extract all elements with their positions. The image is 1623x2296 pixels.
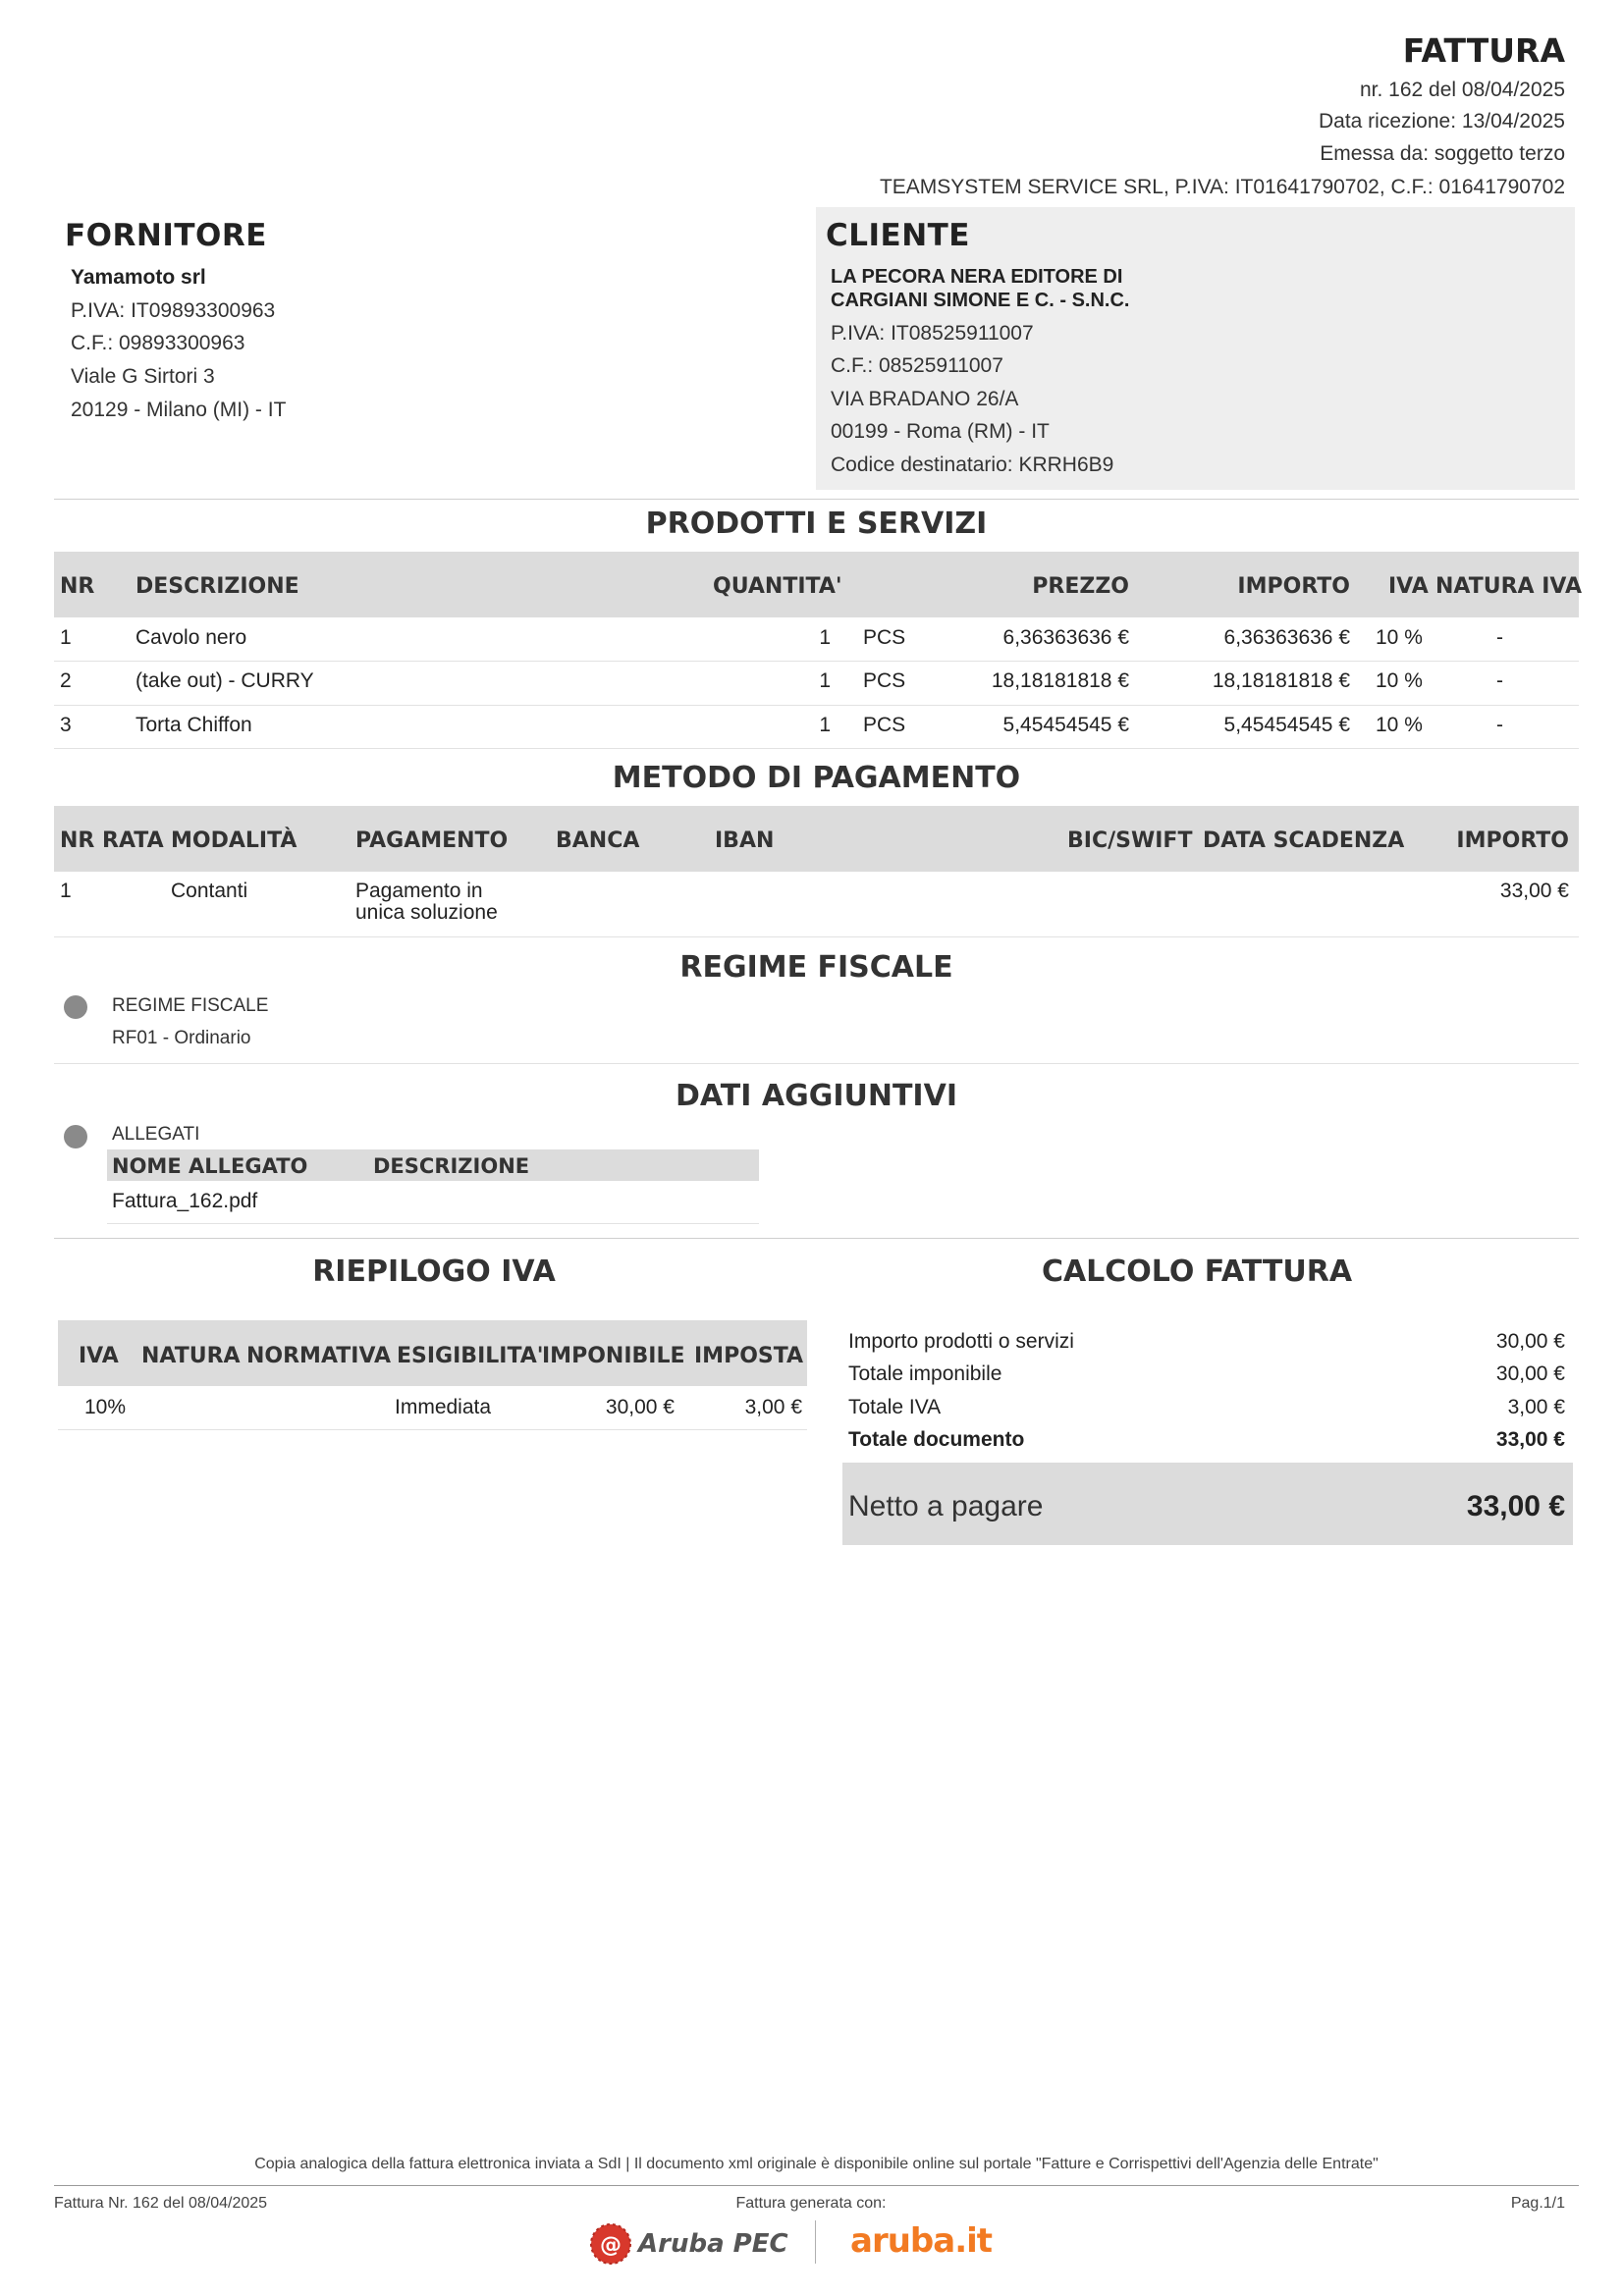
row-divider <box>54 1063 1579 1064</box>
riepilogo-iva-heading: RIEPILOGO IVA <box>312 1255 556 1289</box>
table-cell-prezzo: 5,45454545 € <box>1002 714 1129 736</box>
table-cell-imponibile: 30,00 € <box>605 1396 675 1418</box>
table-cell-quantita: 1 <box>819 714 831 736</box>
document-title: FATTURA <box>1402 31 1565 70</box>
calcolo-heading: CALCOLO FATTURA <box>1041 1255 1353 1289</box>
table-cell-iva: 10 % <box>1376 626 1423 649</box>
prodotti-heading: PRODOTTI E SERVIZI <box>645 507 988 541</box>
table-cell-natura: - <box>1496 626 1503 649</box>
footer-invoice-ref: Fattura Nr. 162 del 08/04/2025 <box>54 2195 268 2212</box>
logo-separator <box>815 2220 816 2264</box>
col-iban: IBAN <box>715 828 775 853</box>
dati-aggiuntivi-heading: DATI AGGIUNTIVI <box>676 1079 957 1113</box>
cliente-name-line2: CARGIANI SIMONE E C. - S.N.C. <box>831 290 1130 311</box>
row-divider <box>107 1223 759 1224</box>
cliente-city: 00199 - Roma (RM) - IT <box>831 420 1050 443</box>
table-cell-pagamento-line2: unica soluzione <box>355 901 498 924</box>
bullet-icon <box>64 995 87 1019</box>
table-cell-quantita: 1 <box>819 626 831 649</box>
col-natura: NATURA <box>141 1344 241 1368</box>
aruba-pec-logo <box>589 2220 788 2268</box>
invoice-number: nr. 162 del 08/04/2025 <box>1359 79 1565 101</box>
table-cell-modalita: Contanti <box>171 880 248 902</box>
netto-label: Netto a pagare <box>848 1490 1044 1522</box>
row-divider <box>54 936 1579 937</box>
table-cell-nr: 3 <box>60 714 72 736</box>
regime-heading: REGIME FISCALE <box>679 950 953 985</box>
col-natura-iva: NATURA IVA <box>1435 574 1582 599</box>
row-divider <box>54 748 1579 749</box>
col-prezzo: PREZZO <box>1032 574 1129 599</box>
table-cell-quantita: 1 <box>819 669 831 692</box>
regime-label: REGIME FISCALE <box>112 995 269 1016</box>
table-cell-imposta: 3,00 € <box>744 1396 802 1418</box>
pagamento-heading: METODO DI PAGAMENTO <box>612 761 1021 795</box>
row-divider <box>54 661 1579 662</box>
footer-generated-with: Fattura generata con: <box>735 2195 887 2212</box>
footer-disclaimer: Copia analogica della fattura elettronica inviata a SdI | Il documento xml originale è disponibile online sul portale "Fatture e Corrispettivi dell'Agenzia delle Entrate" <box>254 2156 1379 2172</box>
table-cell-importo: 6,36363636 € <box>1223 626 1350 649</box>
cliente-name-line1: LA PECORA NERA EDITORE DI <box>831 266 1123 288</box>
regime-value: RF01 - Ordinario <box>112 1028 251 1048</box>
col-importo: IMPORTO <box>1237 574 1350 599</box>
col-esigibilita: ESIGIBILITA' <box>397 1344 544 1368</box>
calcolo-label: Totale imponibile <box>848 1362 1002 1385</box>
aruba-pec-seal-icon <box>589 2222 632 2266</box>
cliente-codice-destinatario: Codice destinatario: KRRH6B9 <box>831 454 1114 476</box>
table-cell-iva: 10 % <box>1376 714 1423 736</box>
col-banca: BANCA <box>556 828 640 853</box>
col-pagamento: PAGAMENTO <box>355 828 509 853</box>
col-descrizione-allegato: DESCRIZIONE <box>373 1154 530 1178</box>
calcolo-value: 30,00 € <box>1495 1362 1565 1385</box>
col-bic-swift: BIC/SWIFT <box>1067 828 1193 853</box>
table-cell-nr: 2 <box>60 669 72 692</box>
allegati-label: ALLEGATI <box>112 1124 200 1145</box>
cliente-address: VIA BRADANO 26/A <box>831 388 1019 410</box>
row-divider <box>54 705 1579 706</box>
col-descrizione: DESCRIZIONE <box>135 574 299 599</box>
table-cell-prezzo: 6,36363636 € <box>1002 626 1129 649</box>
col-normativa: NORMATIVA <box>246 1344 392 1368</box>
table-cell-natura: - <box>1496 714 1503 736</box>
totale-documento-value: 33,00 € <box>1495 1428 1565 1451</box>
table-cell-unita: PCS <box>863 669 906 692</box>
col-importo: IMPORTO <box>1456 828 1569 853</box>
aruba-it-wordmark: aruba.it <box>850 2221 993 2261</box>
netto-value: 33,00 € <box>1466 1490 1565 1522</box>
table-cell-iva: 10% <box>84 1396 127 1418</box>
calcolo-label: Importo prodotti o servizi <box>848 1330 1074 1353</box>
table-cell-pagamento-line1: Pagamento in <box>355 880 483 902</box>
col-nr: NR <box>60 574 95 599</box>
divider <box>54 1238 1579 1239</box>
col-imposta: IMPOSTA <box>694 1344 804 1368</box>
table-cell-natura: - <box>1496 669 1503 692</box>
cliente-piva: P.IVA: IT08525911007 <box>831 322 1034 345</box>
table-cell-unita: PCS <box>863 714 906 736</box>
aruba-pec-wordmark: Aruba PEC <box>638 2229 788 2259</box>
table-cell-nr: 1 <box>60 626 72 649</box>
table-cell-importo: 5,45454545 € <box>1223 714 1350 736</box>
footer-page-number: Pag.1/1 <box>1510 2195 1565 2212</box>
table-cell-esigibilita: Immediata <box>395 1396 492 1418</box>
col-imponibile: IMPONIBILE <box>542 1344 685 1368</box>
calcolo-value: 30,00 € <box>1495 1330 1565 1353</box>
col-nome-allegato: NOME ALLEGATO <box>112 1154 308 1178</box>
issued-by: Emessa da: soggetto terzo <box>1320 142 1565 165</box>
calcolo-label: Totale IVA <box>848 1396 942 1418</box>
fornitore-piva: P.IVA: IT09893300963 <box>71 299 276 322</box>
aruba-it-logo <box>850 2217 992 2265</box>
fornitore-cf: C.F.: 09893300963 <box>71 332 245 354</box>
fornitore-city: 20129 - Milano (MI) - IT <box>71 399 287 421</box>
table-cell-nr-rata: 1 <box>60 880 72 902</box>
table-cell-importo: 18,18181818 € <box>1212 669 1350 692</box>
col-modalita: MODALITÀ <box>171 828 298 853</box>
third-party-issuer: TEAMSYSTEM SERVICE SRL, P.IVA: IT01641790702, C.F.: 01641790702 <box>879 176 1565 198</box>
fornitore-heading: FORNITORE <box>65 218 267 253</box>
table-cell-iva: 10 % <box>1376 669 1423 692</box>
col-iva: IVA <box>1388 574 1429 599</box>
fornitore-name: Yamamoto srl <box>71 266 206 289</box>
received-date: Data ricezione: 13/04/2025 <box>1318 110 1565 133</box>
table-cell-unita: PCS <box>863 626 906 649</box>
col-nr-rata: NR RATA <box>60 828 164 853</box>
row-divider <box>58 1429 807 1430</box>
totale-documento-label: Totale documento <box>848 1428 1025 1451</box>
cliente-cf: C.F.: 08525911007 <box>831 354 1003 377</box>
table-cell-prezzo: 18,18181818 € <box>991 669 1129 692</box>
col-quantita: QUANTITA' <box>713 574 842 599</box>
cliente-heading: CLIENTE <box>826 218 970 253</box>
footer-divider <box>54 2185 1579 2186</box>
divider <box>54 499 1579 500</box>
attachment-link[interactable]: Fattura_162.pdf <box>112 1190 258 1212</box>
table-cell-descrizione: (take out) - CURRY <box>135 669 314 692</box>
col-data-scadenza: DATA SCADENZA <box>1203 828 1405 853</box>
calcolo-value: 3,00 € <box>1507 1396 1565 1418</box>
table-cell-descrizione: Torta Chiffon <box>135 714 252 736</box>
table-cell-descrizione: Cavolo nero <box>135 626 247 649</box>
fornitore-address: Viale G Sirtori 3 <box>71 365 215 388</box>
svg-text:@: @ <box>600 2233 622 2258</box>
table-cell-importo: 33,00 € <box>1499 880 1569 902</box>
bullet-icon <box>64 1125 87 1148</box>
col-iva: IVA <box>79 1344 119 1368</box>
